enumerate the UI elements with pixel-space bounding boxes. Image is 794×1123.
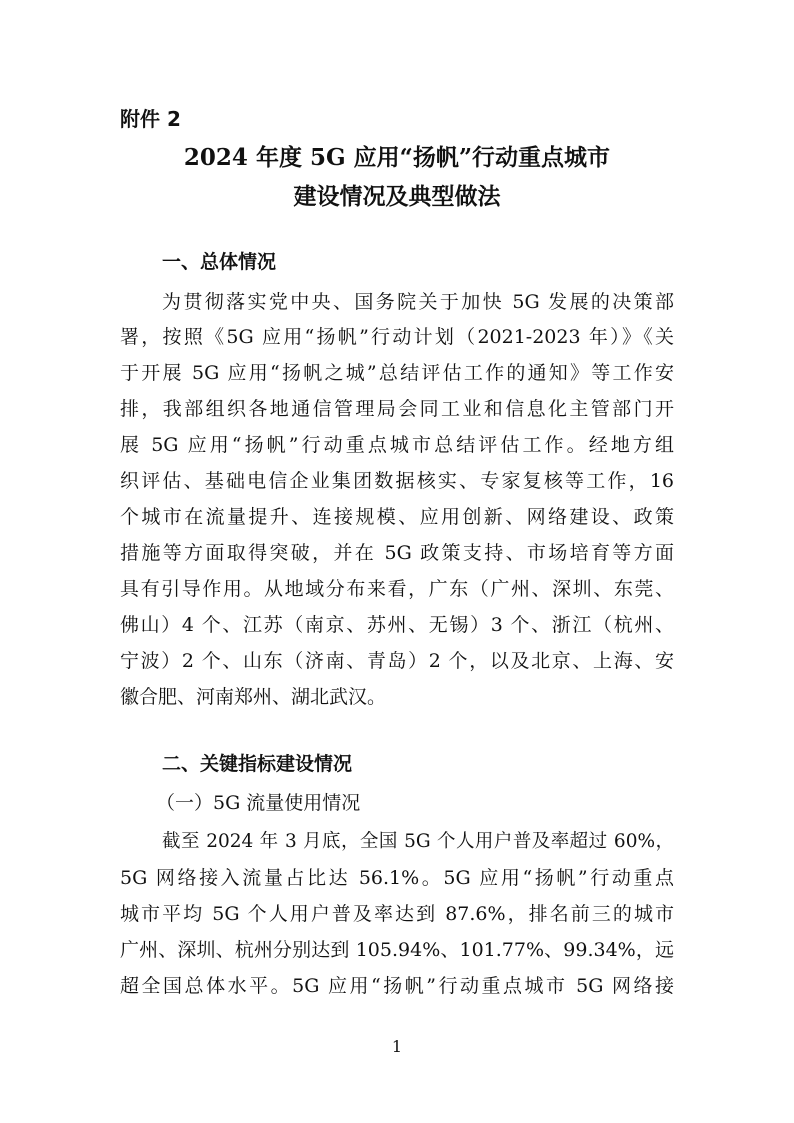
paragraph-line: 织评估、基础电信企业集团数据核实、专家复核等工作，16 [120,470,674,492]
attachment-label: 附件 2 [120,107,181,131]
section-heading-overview: 一、总体情况 [162,251,277,273]
paragraph-line: 具有引导作用。从地域分布来看，广东（广州、深圳、东莞、 [120,578,674,600]
paragraph-line: 佛山）4 个、江苏（南京、苏州、无锡）3 个、浙江（杭州、 [120,614,674,636]
paragraph-line: 于开展 5G 应用“扬帆之城”总结评估工作的通知》等工作安 [120,362,674,384]
paragraph-line: 5G 网络接入流量占比达 56.1%。5G 应用“扬帆”行动重点 [120,867,674,889]
document-title-line-1: 2024 年度 5G 应用“扬帆”行动重点城市 [183,144,611,171]
paragraph-line: 排，我部组织各地通信管理局会同工业和信息化主管部门开 [120,398,674,420]
paragraph-line: 截至 2024 年 3 月底，全国 5G 个人用户普及率超过 60%， [162,831,674,852]
subsection-heading-traffic: （一）5G 流量使用情况 [156,792,361,814]
document-title-line-2: 建设情况及典型做法 [293,183,501,210]
paragraph-line: 宁波）2 个、山东（济南、青岛）2 个，以及北京、上海、安 [120,650,674,672]
page-number: 1 [391,1037,403,1056]
paragraph-line: 措施等方面取得突破，并在 5G 政策支持、市场培育等方面 [120,542,674,564]
paragraph-line: 展 5G 应用“扬帆”行动重点城市总结评估工作。经地方组 [120,434,674,456]
section-heading-key-indicators: 二、关键指标建设情况 [162,753,353,775]
paragraph-line: 徽合肥、河南郑州、湖北武汉。 [120,686,387,708]
paragraph-line: 个城市在流量提升、连接规模、应用创新、网络建设、政策 [120,506,674,528]
paragraph-line: 署，按照《5G 应用“扬帆”行动计划（2021-2023 年）》《关 [120,326,674,348]
paragraph-line: 为贯彻落实党中央、国务院关于加快 5G 发展的决策部 [162,291,674,313]
paragraph-line: 城市平均 5G 个人用户普及率达到 87.6%，排名前三的城市 [120,903,674,925]
paragraph-line: 超全国总体水平。5G 应用“扬帆”行动重点城市 5G 网络接 [120,975,674,997]
paragraph-line: 广州、深圳、杭州分别达到 105.94%、101.77%、99.34%，远 [120,939,674,961]
